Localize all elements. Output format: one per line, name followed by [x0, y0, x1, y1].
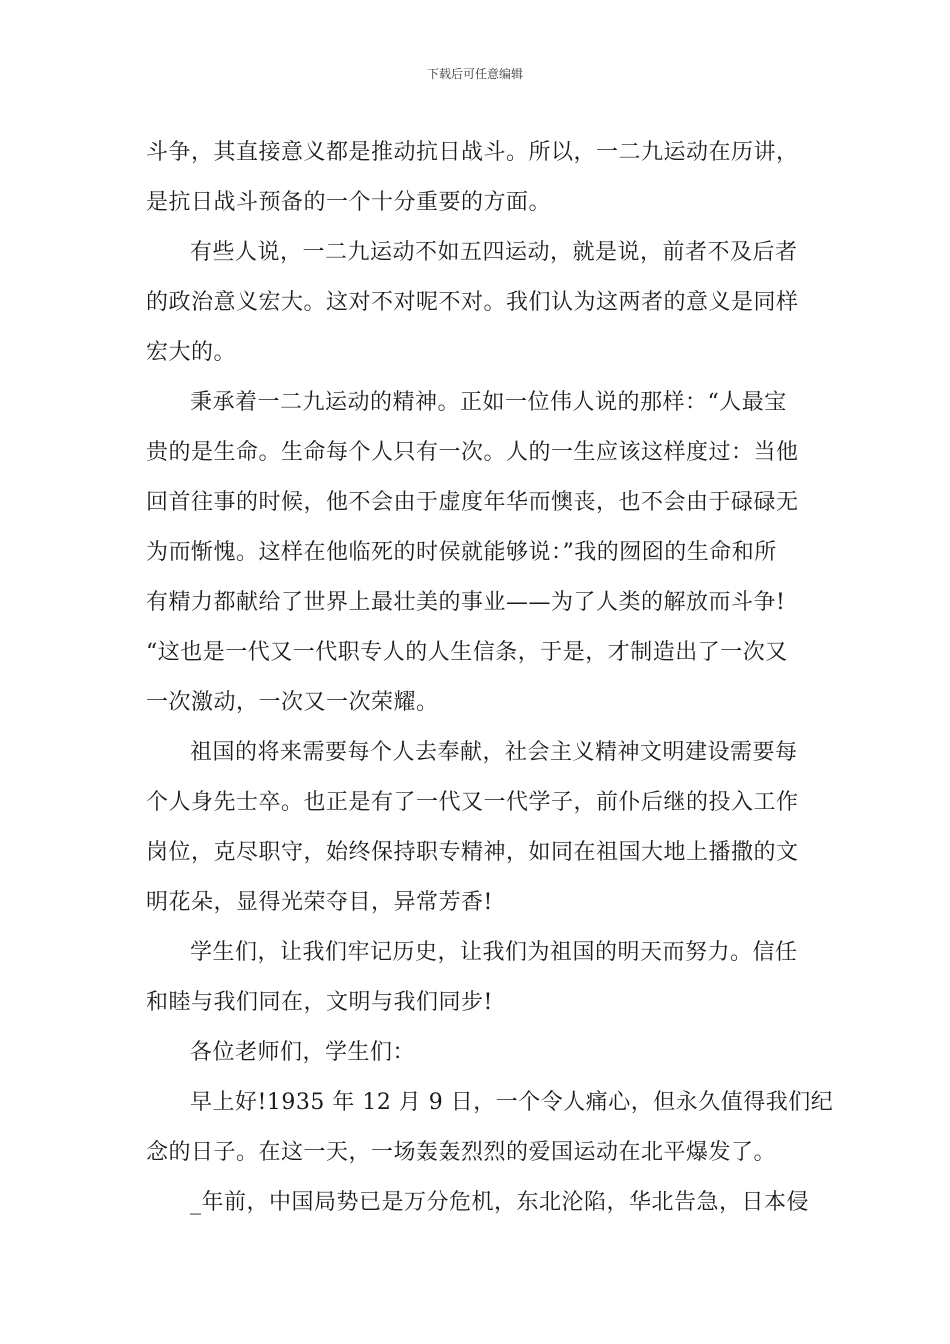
page-header: 下载后可任意编辑 — [426, 67, 523, 81]
text-line: 早上好!1935 年 12 月 9 日，一个令人痛心，但永久值得我们纪 — [190, 1090, 834, 1115]
text-line: _年前，中国局势已是万分危机，东北沦陷，华北告急，日本侵 — [190, 1190, 810, 1215]
text-line: 有些人说，一二九运动不如五四运动，就是说，前者不及后者 — [190, 240, 798, 265]
text-line: 学生们，让我们牢记历史，让我们为祖国的明天而努力。信任 — [190, 940, 798, 965]
text-line: 念的日子。在这一天，一场轰轰烈烈的爱国运动在北平爆发了。 — [146, 1140, 777, 1165]
text-line: 祖国的将来需要每个人去奉献，社会主义精神文明建设需要每 — [190, 740, 798, 765]
document-body — [146, 128, 834, 1228]
text-line: 各位老师们，学生们： — [190, 1040, 416, 1065]
text-line: 的政治意义宏大。这对不对呢不对。我们认为这两者的意义是同样 — [146, 290, 799, 315]
text-line: “这也是一代又一代职专人的人生信条，于是，才制造出了一次又 — [146, 640, 788, 665]
text-line: 有精力都献给了世界上最壮美的事业——为了人类的解放而斗争! — [146, 590, 786, 615]
text-line: 明花朵，显得光荣夺目，异常芳香! — [146, 890, 493, 915]
text-line: 个人身先士卒。也正是有了一代又一代学子，前仆后继的投入工作 — [146, 790, 799, 815]
text-line: 和睦与我们同在，文明与我们同步! — [146, 990, 493, 1015]
text-line: 岗位，克尽职守，始终保持职专精神，如同在祖国大地上播撒的文 — [146, 840, 799, 865]
text-line: 宏大的。 — [146, 340, 237, 365]
text-line: 是抗日战斗预备的一个十分重要的方面。 — [146, 190, 552, 215]
text-line: 一次激动，一次又一次荣耀。 — [146, 690, 439, 715]
text-line: 为而惭愧。这样在他临死的时侯就能够说：”我的囫囵的生命和所 — [146, 540, 777, 565]
text-line: 贵的是生命。生命每个人只有一次。人的一生应该这样度过：当他 — [146, 440, 799, 465]
text-line: 回首往事的时候，他不会由于虚度年华而懊丧，也不会由于碌碌无 — [146, 490, 799, 515]
text-line: 秉承着一二九运动的精神。正如一位伟人说的那样：“人最宝 — [190, 390, 787, 415]
text-line: 斗争，其直接意义都是推动抗日战斗。所以，一二九运动在历讲， — [146, 140, 799, 165]
